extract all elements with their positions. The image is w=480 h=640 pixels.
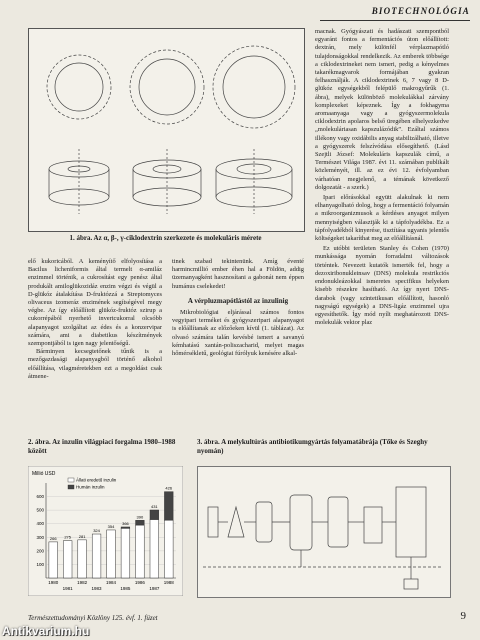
bar-data-label: 431 xyxy=(150,504,158,510)
y-tick-label: 400 xyxy=(36,521,44,527)
bar-animal-insulin xyxy=(107,530,116,578)
footer-journal: Természettudományi Közlöny 125. évf. 1. füzet xyxy=(28,614,158,622)
extractor-icon xyxy=(364,507,382,543)
y-tick-label: 100 xyxy=(36,561,44,567)
bar-human-insulin xyxy=(164,492,173,521)
bar-animal-insulin xyxy=(78,540,87,578)
bar-human-insulin xyxy=(121,527,130,528)
bar-animal-insulin xyxy=(92,534,101,578)
product-container-icon xyxy=(404,579,418,589)
middle-left-para-2: Bárminyen kecsegtetőnek tűnik is a mezőgazdasági alapanyagból történő alkohol előállítása, vilagméretekben ezt a megoldást csak átmene- xyxy=(28,348,162,380)
bar-animal-insulin xyxy=(150,520,159,578)
bar-data-label: 275 xyxy=(64,534,72,540)
legend-swatch xyxy=(68,478,74,482)
right-column xyxy=(315,28,449,460)
fermenter-icon xyxy=(290,495,312,550)
legend-label: Humán inzulin xyxy=(76,484,105,490)
seed-tank-icon xyxy=(256,502,272,542)
middle-right-column xyxy=(172,258,304,458)
bar-data-label: 426 xyxy=(165,485,173,491)
page-number: 9 xyxy=(460,610,466,622)
bar-human-insulin xyxy=(150,510,159,520)
bar-human-insulin xyxy=(136,520,145,525)
y-tick-label: 200 xyxy=(36,548,44,554)
right-column-para-3: Ez utóbbi területen Stanley és Cohen (1970) munkássága nyomán forradalmi változások történtek. Nevezett kutatók ismerték fel, hogy a dezoxiribonukleinsav (DNS) molekula restrikciós endonukleázokkal ismeretes specifikus helyeken kisebb részekre hasítható. Az így nyert DNS-darabok (vagy szintetikusan előállított, hasonló nagyságú egységek) a DNS-ligáz enzimmel ujra egyesíthetők. Így mód nyílt meghatározott DNS-molekulák vektor plaz xyxy=(315,245,449,327)
right-column-para-1: macnak. Gyógyászati és hadászati szempontból egyaránt fontos a fermentációs úton előállított: dextrán, mely különfél vérplazmapótló tulajdonságokkal rendelkezik. Az emberek többsége a ciklodextrineket nem ismeri, pedig a kényelmes takarékmagvarok formájában gyakran felhasználják. A ciklodextrinek 6, 7 vagy 8 D-glükóz egységekből felépülő makrogyűrűk (1. ábra), melyek különböző molekulákkal zárvány komplexeket képeznek. Így a fokhagyma aromaanyaga vagy a gyógyszermolekula ciklodextrin apolaros belső üregében elhelyezkedve „molekuláriasan kapszulázódik”. Ezáltal számos illékony vagy oxidábilis anyag stabilizálható, illetve a gyógyszerek felszívódása elősegíthető. (Lásd Szejtli József: Molekuláris kapszulák című, a Természet Világa 1987. évi 11. számában publikált közleményét, ill. az ez évi 12. évfolyamban várhatóan megjelenő, a témának következő dolgozatát - a szerk.) xyxy=(315,28,449,191)
middle-right-para-1: tinek szabad tekintenünk. Amíg éventé harmincmillió ember éhen hal a Földön, addig üzemanyagként hasznosítani a gabonát nem éppen humánus cselekedet! xyxy=(172,258,304,290)
right-column-para-2: Ipari előrásokkal együtt alakulnak ki nem elhanyagolható dolog, hogy a fermentáció folyamán a mikroorganizmusok a kérdéses anyagot milyen mennyiségben választják ki a tápfolyadékba. Ez a tápfolyadékból kinyerése, tisztítása ugyanis jelentős költségeket takaríthat meg az előállításnál. xyxy=(315,194,449,243)
x-tick-label: 1987 xyxy=(149,586,160,591)
middle-left-para-1: elő kukoricából. A keményítő elfolyosítása a Bacilus licheniformis által termelt α-amiláz enzimmel történik, a cukrosítást egy penész által produkált amiloglükozidáz enzim végzi és végül a D-glükóz átalakítása D-fruktózzá a Streptomyces olivaceus izomeráz enzimének segítségével megy végbe. Az így előállított glükóz-fruktóz szirup a cukorrépából nyerhető invertcukorral olcsóbb alapanyagot szolgáltat az édes és a konzervipar számára, ami a diabetikus készítmények szempontjából is igen nagy jelentőségű. xyxy=(28,258,162,348)
flask-icon xyxy=(228,507,244,537)
bar-data-label: 281 xyxy=(78,533,86,539)
section-heading: A vérpluzmapótlástól az inzulinig xyxy=(187,296,289,305)
bar-data-label: 354 xyxy=(107,523,115,529)
figure-2-caption: 2. ábra. Az inzulin világpiaci forgalma 1980–1988 között xyxy=(28,438,176,455)
culture-tube-icon xyxy=(208,507,218,537)
cyclodextrin-illustration xyxy=(29,29,304,231)
legend-label: Állati eredetű inzulin xyxy=(76,477,117,483)
x-tick-label: 1980 xyxy=(48,580,59,585)
section-header: BIOTECHNOLÓGIA xyxy=(320,6,470,21)
bar-data-label: 390 xyxy=(136,514,144,520)
bar-animal-insulin xyxy=(63,541,72,578)
figure-1-cyclodextrin xyxy=(28,28,305,232)
antibiotic-process-diagram xyxy=(198,467,450,597)
insulin-bar-chart xyxy=(28,466,183,596)
bar-data-label: 366 xyxy=(122,520,129,526)
x-tick-label: 1982 xyxy=(77,580,88,585)
x-tick-label: 1983 xyxy=(91,586,102,591)
alpha-cyclodextrin-ring xyxy=(55,63,103,111)
y-tick-label: 500 xyxy=(36,507,44,513)
x-tick-label: 1984 xyxy=(105,580,117,585)
middle-left-column xyxy=(28,258,162,458)
legend-swatch xyxy=(68,485,74,489)
purification-column-icon xyxy=(396,487,426,557)
x-tick-label: 1985 xyxy=(120,586,131,591)
beta-cyclodextrin-ring xyxy=(139,59,195,115)
x-tick-label: 1986 xyxy=(134,580,145,585)
watermark-logo: Antikvarium.hu xyxy=(2,624,90,638)
bar-animal-insulin xyxy=(121,528,130,578)
bar-animal-insulin xyxy=(49,542,58,578)
bar-data-label: 266 xyxy=(49,535,57,541)
figure-1-caption: 1. ábra. Az α, β-, γ-ciklodextrin szerkezete és molekuláris mérete xyxy=(69,234,262,242)
figure-3-caption: 3. ábra. A melykultúrás antibiotikumgyártás folyamatábrája (Tőke és Szeghy nyomán) xyxy=(197,438,428,455)
middle-right-para-2: Mikrobiológiai eljárással számos fontos vegyipari terméket és gyógyszeripari alapanyagot is előállítanak az előzőeken kívül (1. táblázat). Az olvasó számára talán kevésbé ismert a savanyú kémhatású xantán-poliszacharid, melyet magas hőmérsékletű, geológiai fúrólyuk kenésére alkal- xyxy=(172,309,304,358)
bar-data-label: 324 xyxy=(93,528,100,534)
y-tick-label: 300 xyxy=(36,534,44,540)
x-tick-label: 1988 xyxy=(163,580,174,585)
y-tick-label: 600 xyxy=(36,494,44,500)
figure-3-flowchart xyxy=(197,466,451,598)
gamma-cyclodextrin-ring xyxy=(223,56,285,118)
x-tick-label: 1981 xyxy=(62,586,73,591)
y-axis-label: Millió USD xyxy=(32,471,56,477)
bar-animal-insulin xyxy=(164,520,173,578)
bar-animal-insulin xyxy=(136,525,145,578)
separator-icon xyxy=(328,497,348,547)
